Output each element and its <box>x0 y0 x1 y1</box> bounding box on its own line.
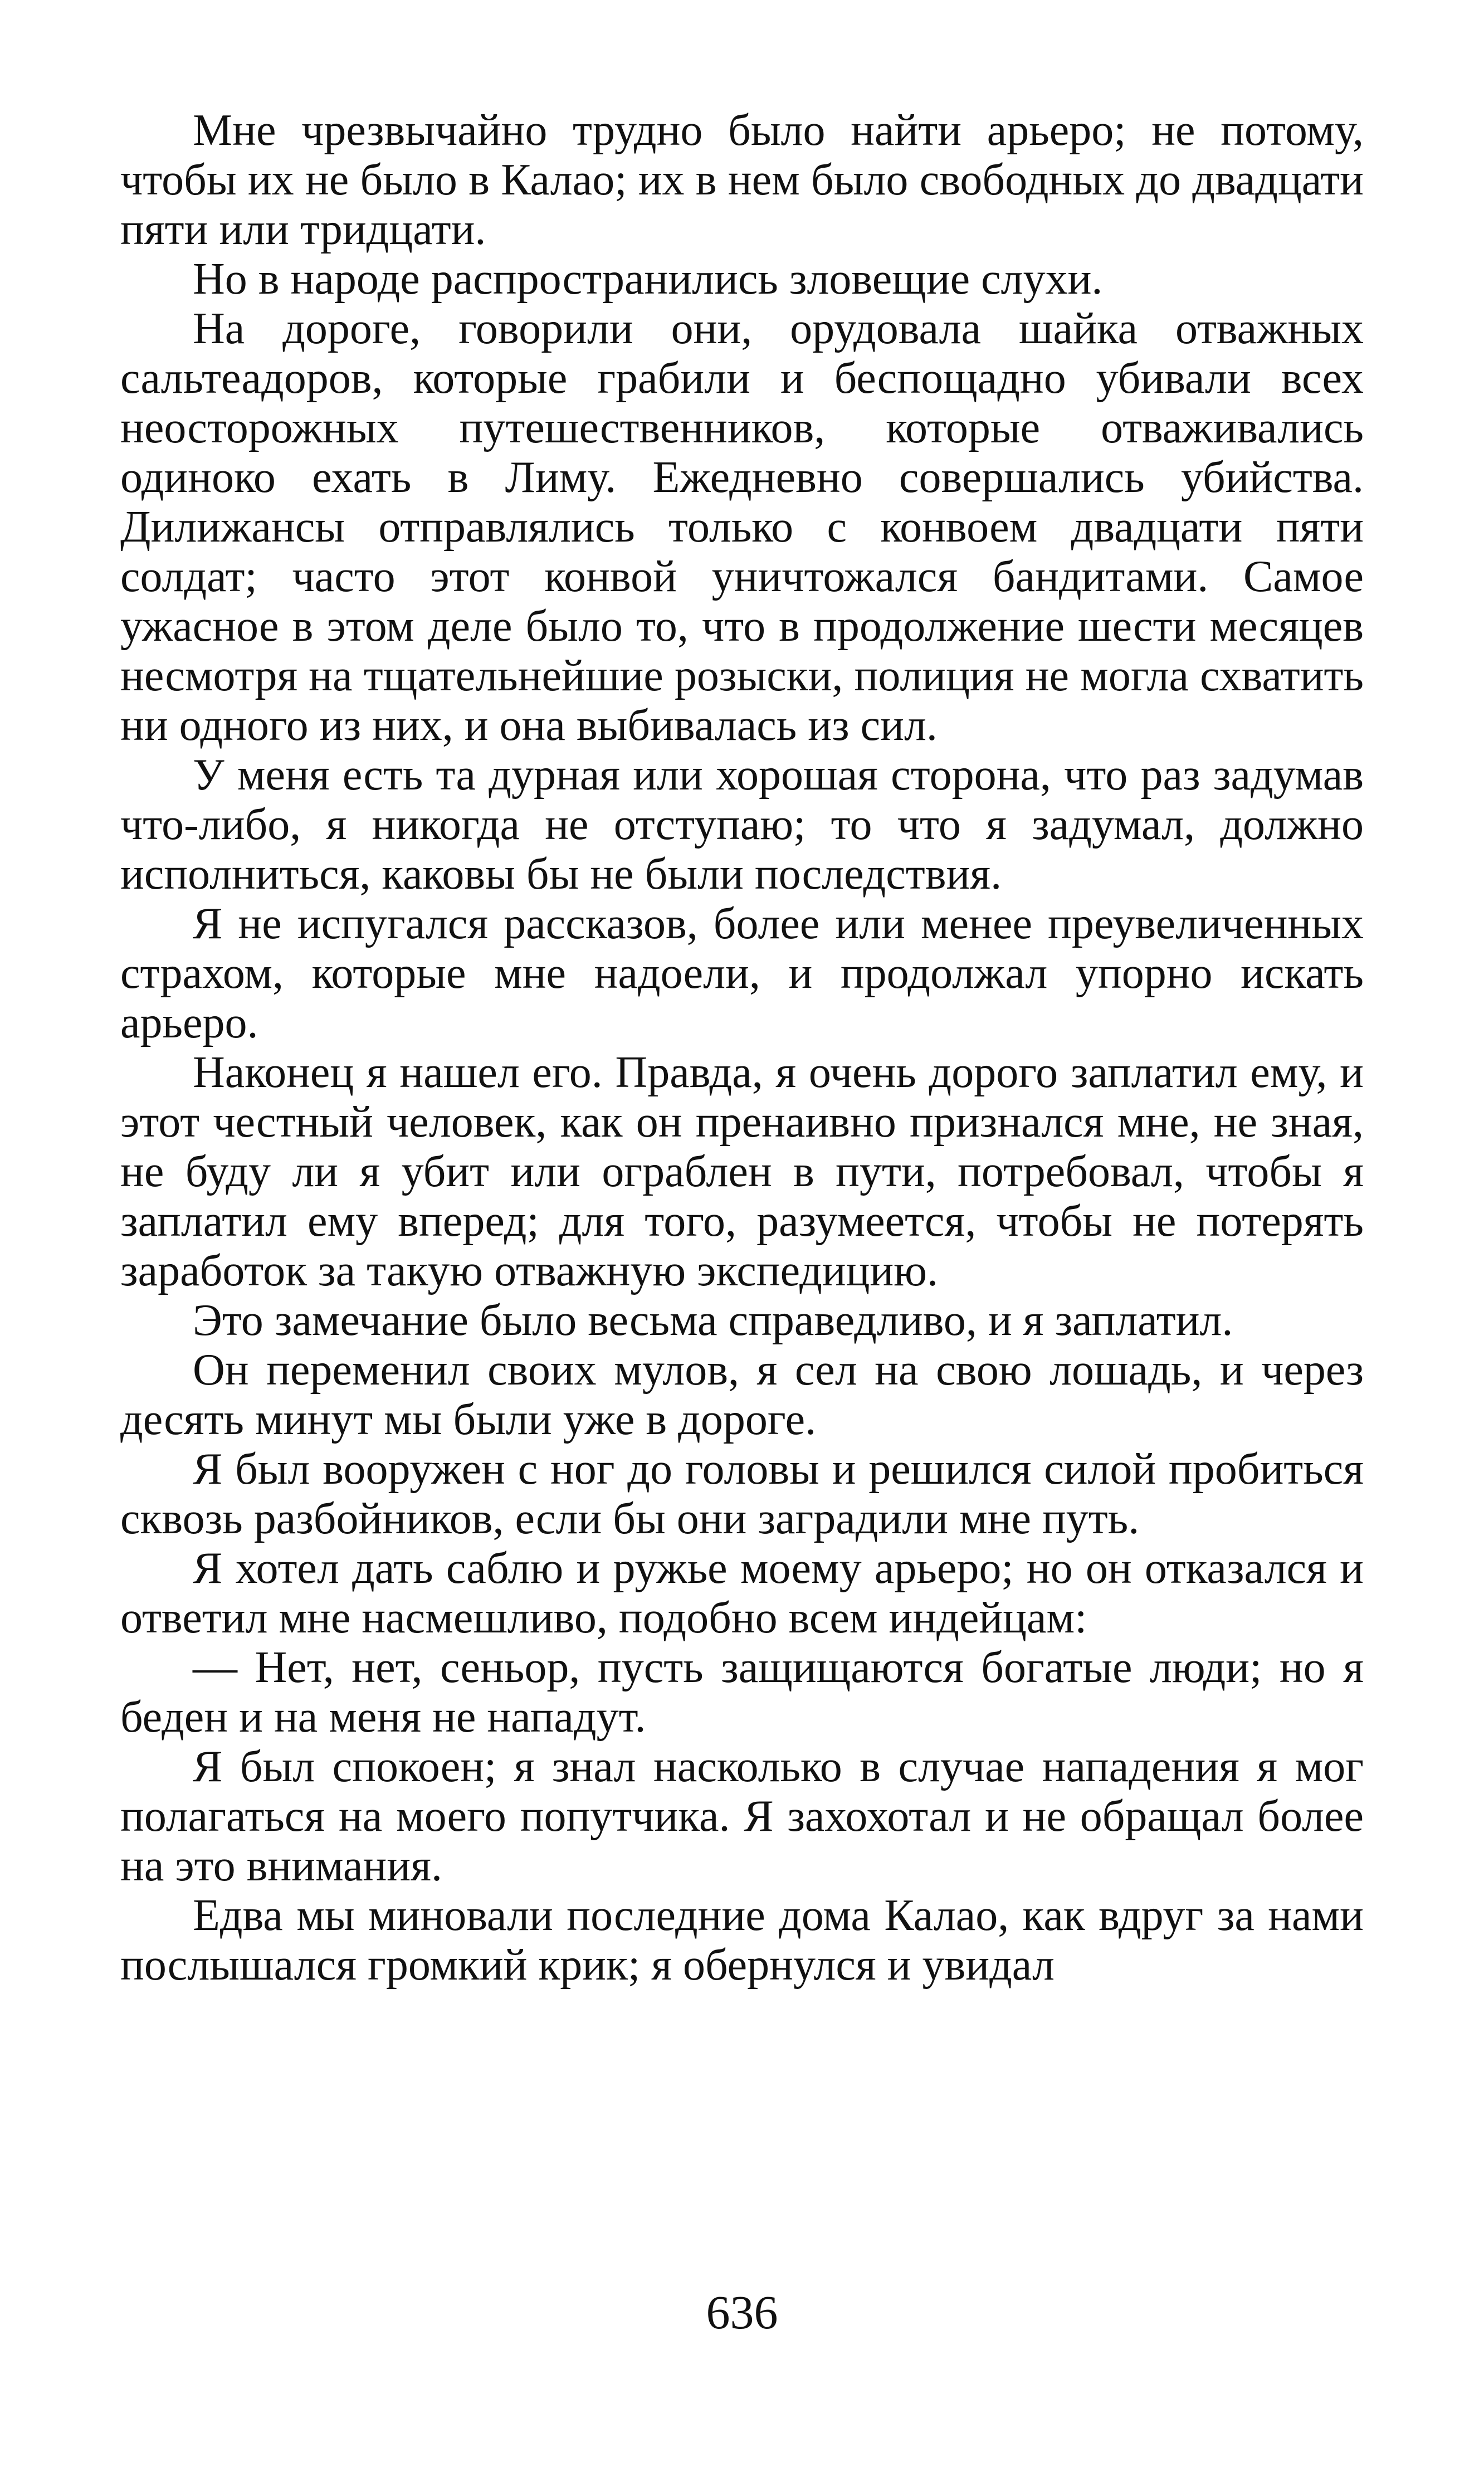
paragraph: Но в народе распространились зловещие слухи. <box>193 255 1103 304</box>
dialogue-paragraph: — Нет, нет, сеньор, пусть защищаются богатые люди; но я беден и на меня не нападут. <box>120 1643 1364 1742</box>
paragraph: На дороге, говорили они, орудовала шайка отважных сальтеадоров, которые грабили и беспощадно убивали всех неосторожных путешественников, которые отваживались одиноко ехать в Лиму. Ежедневно совершались убийства. Дилижансы отправлялись только с конвоем двадцати пяти солдат; часто этот конвой уничтожался бандитами. Самое ужасное в этом деле было то, что в продолжение шести месяцев несмотря на тщательнейшие розыски, полиция не могла схватить ни одного из них, и она выбивалась из сил. <box>120 304 1364 750</box>
paragraph: Он переменил своих мулов, я сел на свою лошадь, и через десять минут мы были уже в дороге. <box>120 1346 1364 1444</box>
paragraph: Я хотел дать саблю и ружье моему арьеро; но он отказался и ответил мне насмешливо, подобно всем индейцам: <box>120 1544 1364 1642</box>
paragraph: Это замечание было весьма справедливо, и я заплатил. <box>193 1296 1233 1345</box>
paragraph: Мне чрезвычайно трудно было найти арьеро; не потому, чтобы их не было в Калао; их в нем было свободных до двадцати пяти или тридцати. <box>120 106 1364 254</box>
paragraph: Наконец я нашел его. Правда, я очень дорого заплатил ему, и этот честный человек, как он пренаивно признался мне, не зная, не буду ли я убит или ограблен в пути, потребовал, чтобы я заплатил ему вперед; для того, разумеется, чтобы не потерять заработок за такую отважную экспедицию. <box>120 1048 1364 1295</box>
page-number: 636 <box>706 2285 778 2339</box>
page-body <box>120 106 1364 1990</box>
paragraph: Едва мы миновали последние дома Калао, как вдруг за нами послышался громкий крик; я обернулся и увидал <box>120 1891 1364 1990</box>
paragraph: Я был вооружен с ног до головы и решился силой пробиться сквозь разбойников, если бы они заградили мне путь. <box>120 1445 1364 1543</box>
paragraph: Я не испугался рассказов, более или менее преувеличенных страхом, которые мне надоели, и продолжал упорно искать арьеро. <box>120 899 1364 1047</box>
paragraph: Я был спокоен; я знал насколько в случае нападения я мог полагаться на моего попутчика. Я захохотал и не обращал более на это внимания. <box>120 1742 1364 1890</box>
paragraph: У меня есть та дурная или хорошая сторона, что раз задумав что-либо, я никогда не отступаю; то что я задумал, должно исполниться, каковы бы не были последствия. <box>120 750 1364 899</box>
